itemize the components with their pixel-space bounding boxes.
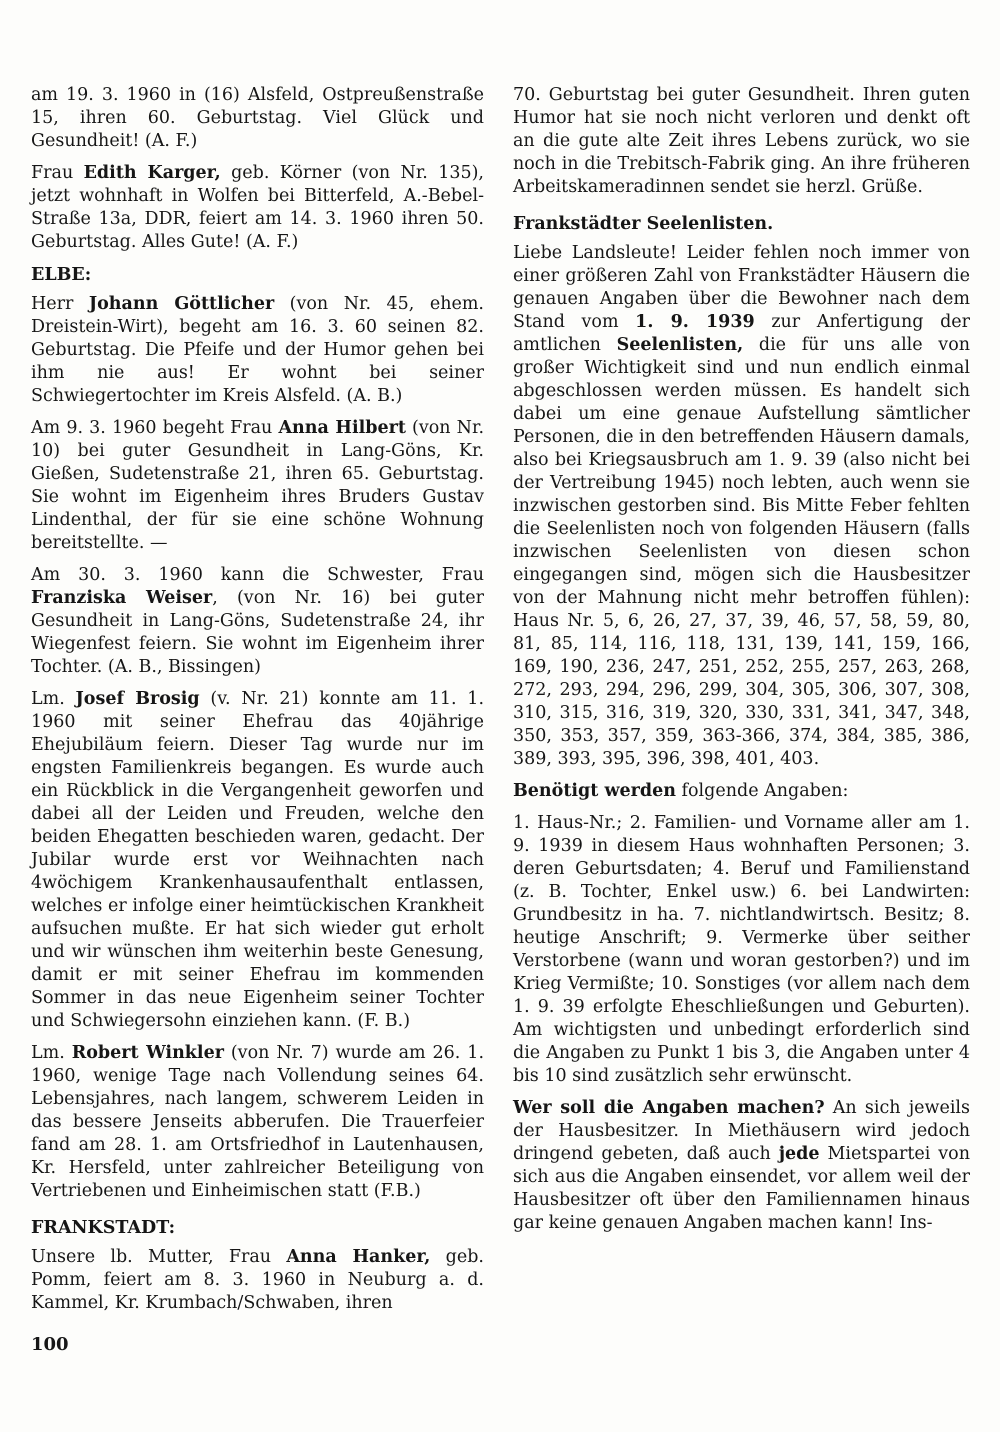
- page-number: 100: [31, 1334, 69, 1355]
- section-heading-frankstadt: FRANKSTADT:: [31, 1218, 176, 1238]
- left-column: [31, 84, 484, 1324]
- person-name: Franziska Weiser: [31, 588, 213, 608]
- person-name: Anna Hanker,: [286, 1247, 431, 1267]
- lead-phrase: Benötigt werden: [513, 781, 676, 801]
- person-name: Robert Winkler: [71, 1043, 224, 1063]
- emphasized-term: Seelenlisten,: [616, 335, 744, 355]
- paragraph-josef-brosig: Lm. Josef Brosig (v. Nr. 21) konnte am 11. 1. 1960 mit seiner Ehefrau das 40jährige Ehejubiläum feiern. Dieser Tag wurde nur im engsten Familienkreis begangen. Es wurde auch ein Rückblick in die Vergangenheit geworfen und dabei all der Leiden und Freuden, welche den beiden Ehegatten beschieden waren, gedacht. Der Jubilar wurde erst vor Weihnachten nach 4wöchigem Krankenhausaufenthalt entlassen, welches er infolge einer heimtückischen Krankheit aufsuchen mußte. Er hat sich wieder gut erholt und wir wünschen ihm weiterhin beste Genesung, damit er mit seiner Ehefrau im kommenden Sommer in das neue Eigenheim seiner Tochter und Schwiegersohn einziehen kann. (F. B.): [31, 689, 485, 1031]
- section-heading-elbe: ELBE:: [31, 265, 92, 285]
- paragraph-seelenlisten-appeal: Liebe Landsleute! Leider fehlen noch immer von einer größeren Zahl von Frankstädter Häusern die genauen Angaben über die Bewohner nach dem Stand vom 1. 9. 1939 zur Anfertigung der amtlichen Seelenlisten, die für uns alle von großer Wichtigkeit sind und nun endlich einmal abgeschlossen werden müssen. Es handelt sich dabei um eine genaue Aufstellung sämtlicher Personen, die in den betreffenden Häusern damals, also bei Kriegsausbruch am 1. 9. 39 (also nicht bei der Vertreibung 1945) noch lebten, auch wenn sie inzwischen gestorben sind. Bis Mitte Feber fehlten die Seelenlisten noch von folgenden Häusern (falls inzwischen Seelenlisten von diesen schon eingegangen sind, mögen sich die Hausbesitzer von der Mahnung nicht mehr betroffen fühlen): Haus Nr. 5, 6, 26, 27, 37, 39, 46, 57, 58, 59, 80, 81, 85, 114, 116, 118, 131, 139, 141, 159, 166, 169, 190, 236, 247, 251, 252, 255, 257, 263, 268, 272, 293, 294, 296, 299, 304, 305, 306, 307, 308, 310, 315, 316, 319, 320, 330, 331, 341, 347, 348, 350, 353, 357, 359, 363-366, 374, 384, 385, 386, 389, 393, 395, 396, 398, 401, 403.: [513, 243, 970, 769]
- paragraph-required-info-list: 1. Haus-Nr.; 2. Familien- und Vorname aller am 1. 9. 1939 in diesem Haus wohnhaften Personen; 3. deren Geburtsdaten; 4. Beruf und Familienstand (z. B. Tochter, Enkel usw.) 6. bei Landwirten: Grundbesitz in ha. 7. nichtlandwirtsch. Besitz; 8. heutige Anschrift; 9. Vermerke über seither Verstorbene (wann und woran gestorben?) und im Krieg Vermißte; 10. Sonstiges (vor allem nach dem 1. 9. 39 erfolgte Eheschließungen und Geburten). Am wichtigsten und unbedingt erforderlich sind die Angaben zu Punkt 1 bis 3, die Angaben unter 4 bis 10 sind zusätzlich sehr erwünscht.: [513, 813, 970, 1086]
- paragraph-robert-winkler: Lm. Robert Winkler (von Nr. 7) wurde am 26. 1. 1960, wenige Tage nach Vollendung seines 64. Lebensjahres, nach langem, schwerem Leiden in das bessere Jenseits abberufen. Die Trauerfeier fand am 28. 1. am Ortsfriedhof in Lautenhausen, Kr. Hersfeld, unter zahlreicher Beteiligung von Vertriebenen und Einheimischen statt (F.B.): [31, 1043, 485, 1201]
- paragraph-anna-hanker-continued: 70. Geburtstag bei guter Gesundheit. Ihren guten Humor hat sie noch nicht verloren und denkt oft an die gute alte Zeit ihres Lebens zurück, wo sie noch in die Trebitsch-Fabrik ging. An ihre früheren Arbeitskameradinnen sendet sie herzl. Grüße.: [513, 85, 970, 197]
- paragraph-edith-karger: Frau Edith Karger, geb. Körner (von Nr. 135), jetzt wohnhaft in Wolfen bei Bitterfeld, A.-Bebel-Straße 13a, DDR, feiert am 14. 3. 1960 ihren 50. Geburtstag. Alles Gute! (A. F.): [31, 163, 484, 252]
- emphasized-word: jede: [778, 1144, 820, 1164]
- right-column: [513, 84, 970, 1244]
- paragraph-birthday-alsfeld: am 19. 3. 1960 in (16) Alsfeld, Ostpreußenstraße 15, ihren 60. Geburtstag. Viel Glück und Gesundheit! (A. F.): [31, 85, 484, 151]
- person-name: Josef Brosig: [75, 689, 200, 709]
- paragraph-anna-hanker: Unsere lb. Mutter, Frau Anna Hanker, geb. Pomm, feiert am 8. 3. 1960 in Neuburg a. d. Kammel, Kr. Krumbach/Schwaben, ihren: [31, 1247, 484, 1313]
- person-name: Anna Hilbert: [278, 418, 406, 438]
- person-name: Johann Göttlicher: [88, 294, 275, 314]
- paragraph-anna-hilbert: Am 9. 3. 1960 begeht Frau Anna Hilbert (von Nr. 10) bei guter Gesundheit in Lang-Göns, Kr. Gießen, Sudetenstraße 21, ihren 65. Geburtstag. Sie wohnt im Eigenheim ihres Bruders Gustav Lindenthal, der für sie eine schöne Wohnung bereitstellte. —: [31, 418, 485, 553]
- paragraph-who-provides-info: Wer soll die Angaben machen? An sich jeweils der Hausbesitzer. In Miethäusern wird jedoch dringend gebeten, daß auch jede Mietspartei von sich aus die Angaben einsendet, vor allem weil der Hausbesitzer oft über den Familiennamen hinaus gar keine genauen Angaben machen kann! Ins-: [513, 1098, 970, 1233]
- paragraph-required-info-intro: Benötigt werden folgende Angaben:: [513, 781, 849, 801]
- emphasized-date: 1. 9. 1939: [635, 312, 755, 332]
- person-name: Edith Karger,: [83, 163, 221, 183]
- paragraph-johann-goettlicher: Herr Johann Göttlicher (von Nr. 45, ehem. Dreistein-Wirt), begeht am 16. 3. 60 seinen 82. Geburtstag. Die Pfeife und der Humor gehen bei ihm nie aus! Er wohnt bei seiner Schwiegertochter im Kreis Alsfeld. (A. B.): [31, 294, 484, 406]
- paragraph-franziska-weiser: Am 30. 3. 1960 kann die Schwester, Frau Franziska Weiser, (von Nr. 16) bei guter Gesundheit in Lang-Göns, Sudetenstraße 24, ihr Wiegenfest feiern. Sie wohnt im Eigenheim ihrer Tochter. (A. B., Bissingen): [31, 565, 485, 677]
- lead-phrase: Wer soll die Angaben machen?: [513, 1098, 825, 1118]
- section-heading-seelenlisten: Frankstädter Seelenlisten.: [513, 214, 774, 234]
